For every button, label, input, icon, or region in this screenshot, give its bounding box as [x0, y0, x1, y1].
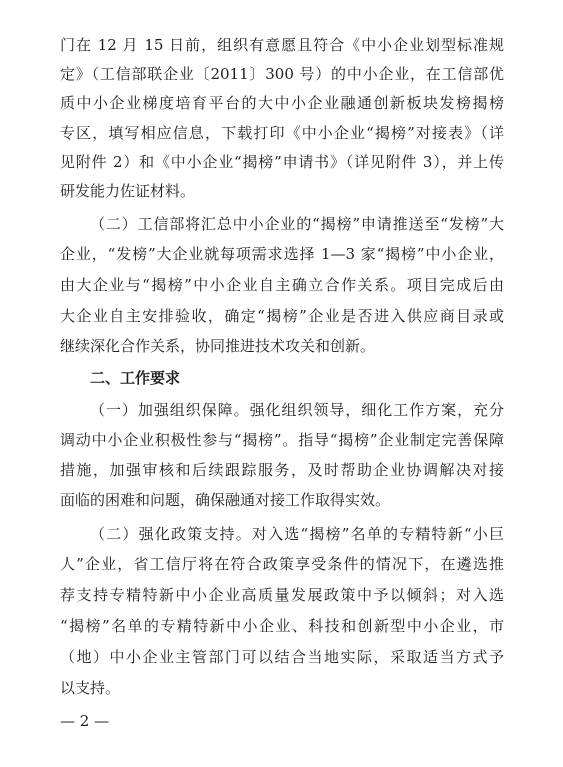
paragraph-line: 见附件 2）和《中小企业“揭榜”申请书》（详见附件 3），并上传 — [60, 153, 504, 171]
paragraph-line: 质中小企业梯度培育平台的大中小企业融通创新板块发榜揭榜 — [60, 94, 504, 112]
paragraph-line: （二）强化政策支持。对入选“揭榜”名单的专精特新“小巨 — [90, 525, 504, 543]
paragraph-line: “揭榜”名单的专精特新中小企业、科技和创新型中小企业，市 — [60, 617, 504, 635]
paragraph-line: 继续深化合作关系，协同推进技术攻关和创新。 — [60, 337, 376, 355]
paragraph-line: 以支持。 — [60, 679, 121, 697]
paragraph-line: 企业，“发榜”大企业就每项需求选择 1—3 家“揭榜”中小企业， — [60, 245, 504, 263]
paragraph-line: 调动中小企业积极性参与“揭榜”。指导“揭榜”企业制定完善保障 — [60, 431, 504, 449]
paragraph-line: 研发能力佐证材料。 — [60, 182, 196, 200]
paragraph-line: 面临的困难和问题，确保融通对接工作取得实效。 — [60, 491, 391, 509]
paragraph-line: （一）加强组织保障。强化组织领导，细化工作方案，充分 — [90, 401, 504, 419]
paragraph-line: 门在 12 月 15 日前，组织有意愿且符合《中小企业划型标准规 — [60, 36, 504, 54]
page-number: — 2 — — [60, 712, 110, 730]
paragraph-line: 措施，加强审核和后续跟踪服务，及时帮助企业协调解决对接 — [60, 461, 504, 479]
paragraph-line: 大企业自主安排验收，确定“揭榜”企业是否进入供应商目录或 — [60, 307, 504, 325]
paragraph-line: 定》（工信部联企业〔2011〕300 号）的中小企业，在工信部优 — [60, 65, 504, 83]
paragraph-line: 人”企业，省工信厅将在符合政策享受条件的情况下，在遴选推 — [60, 555, 504, 573]
paragraph-line: 由大企业与“揭榜”中小企业自主确立合作关系。项目完成后由 — [60, 276, 504, 294]
paragraph-line: 荐支持专精特新中小企业高质量发展政策中予以倾斜；对入选 — [60, 586, 504, 604]
paragraph-line: （二）工信部将汇总中小企业的“揭榜”申请推送至“发榜”大 — [90, 215, 504, 233]
section-heading: 二、工作要求 — [90, 369, 181, 387]
paragraph-line: （地）中小企业主管部门可以结合当地实际，采取适当方式予 — [60, 648, 504, 666]
paragraph-line: 专区，填写相应信息，下载打印《中小企业“揭榜”对接表》（详 — [60, 124, 504, 142]
